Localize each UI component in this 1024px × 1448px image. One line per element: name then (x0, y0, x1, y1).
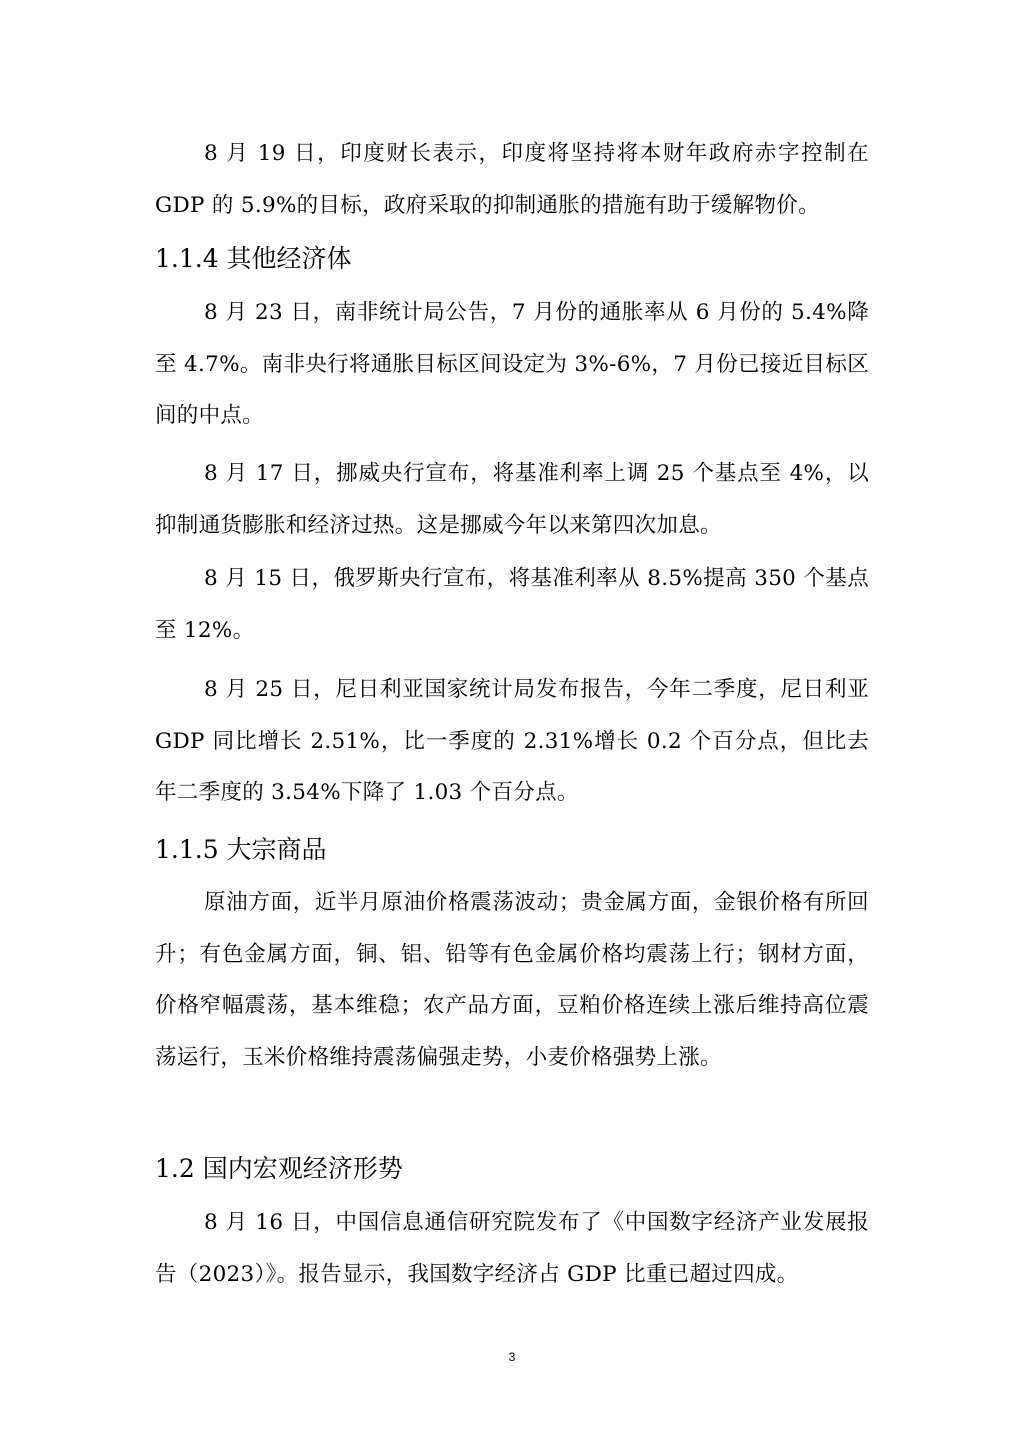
paragraph-south-africa-inflation: 8 月 23 日，南非统计局公告，7 月份的通胀率从 6 月份的 5.4%降至 4.7%。南非央行将通胀目标区间设定为 3%-6%，7 月份已接近目标区间的中点。 (155, 300, 869, 428)
page-number: 3 (508, 1350, 516, 1364)
paragraph-nigeria-gdp: 8 月 25 日，尼日利亚国家统计局发布报告，今年二季度，尼日利亚 GDP 同比增长 2.51%，比一季度的 2.31%增长 0.2 个百分点，但比去年二季度的 3.54%下降了 1.03 个百分点。 (155, 677, 869, 805)
section-heading-other-economies: 1.1.4 其他经济体 (155, 244, 352, 273)
section-heading-domestic-macro: 1.2 国内宏观经济形势 (155, 1154, 403, 1183)
paragraph-russia-rate: 8 月 15 日，俄罗斯央行宣布，将基准利率从 8.5%提高 350 个基点至 12%。 (155, 566, 869, 643)
paragraph-digital-economy: 8 月 16 日，中国信息通信研究院发布了《中国数字经济产业发展报告（2023）》。报告显示，我国数字经济占 GDP 比重已超过四成。 (155, 1210, 869, 1287)
paragraph-norway-rate: 8 月 17 日，挪威央行宣布，将基准利率上调 25 个基点至 4%，以抑制通货膨胀和经济过热。这是挪威今年以来第四次加息。 (155, 461, 869, 538)
paragraph-commodities: 原油方面，近半月原油价格震荡波动；贵金属方面，金银价格有所回升；有色金属方面，铜、铝、铅等有色金属价格均震荡上行；钢材方面，价格窄幅震荡，基本维稳；农产品方面，豆粕价格连续上涨后维持高位震荡运行，玉米价格维持震荡偏强走势，小麦价格强势上涨。 (155, 890, 869, 1070)
section-heading-commodities: 1.1.5 大宗商品 (155, 835, 327, 864)
paragraph-india-deficit: 8 月 19 日，印度财长表示，印度将坚持将本财年政府赤字控制在 GDP 的 5.9%的目标，政府采取的抑制通胀的措施有助于缓解物价。 (155, 141, 869, 218)
